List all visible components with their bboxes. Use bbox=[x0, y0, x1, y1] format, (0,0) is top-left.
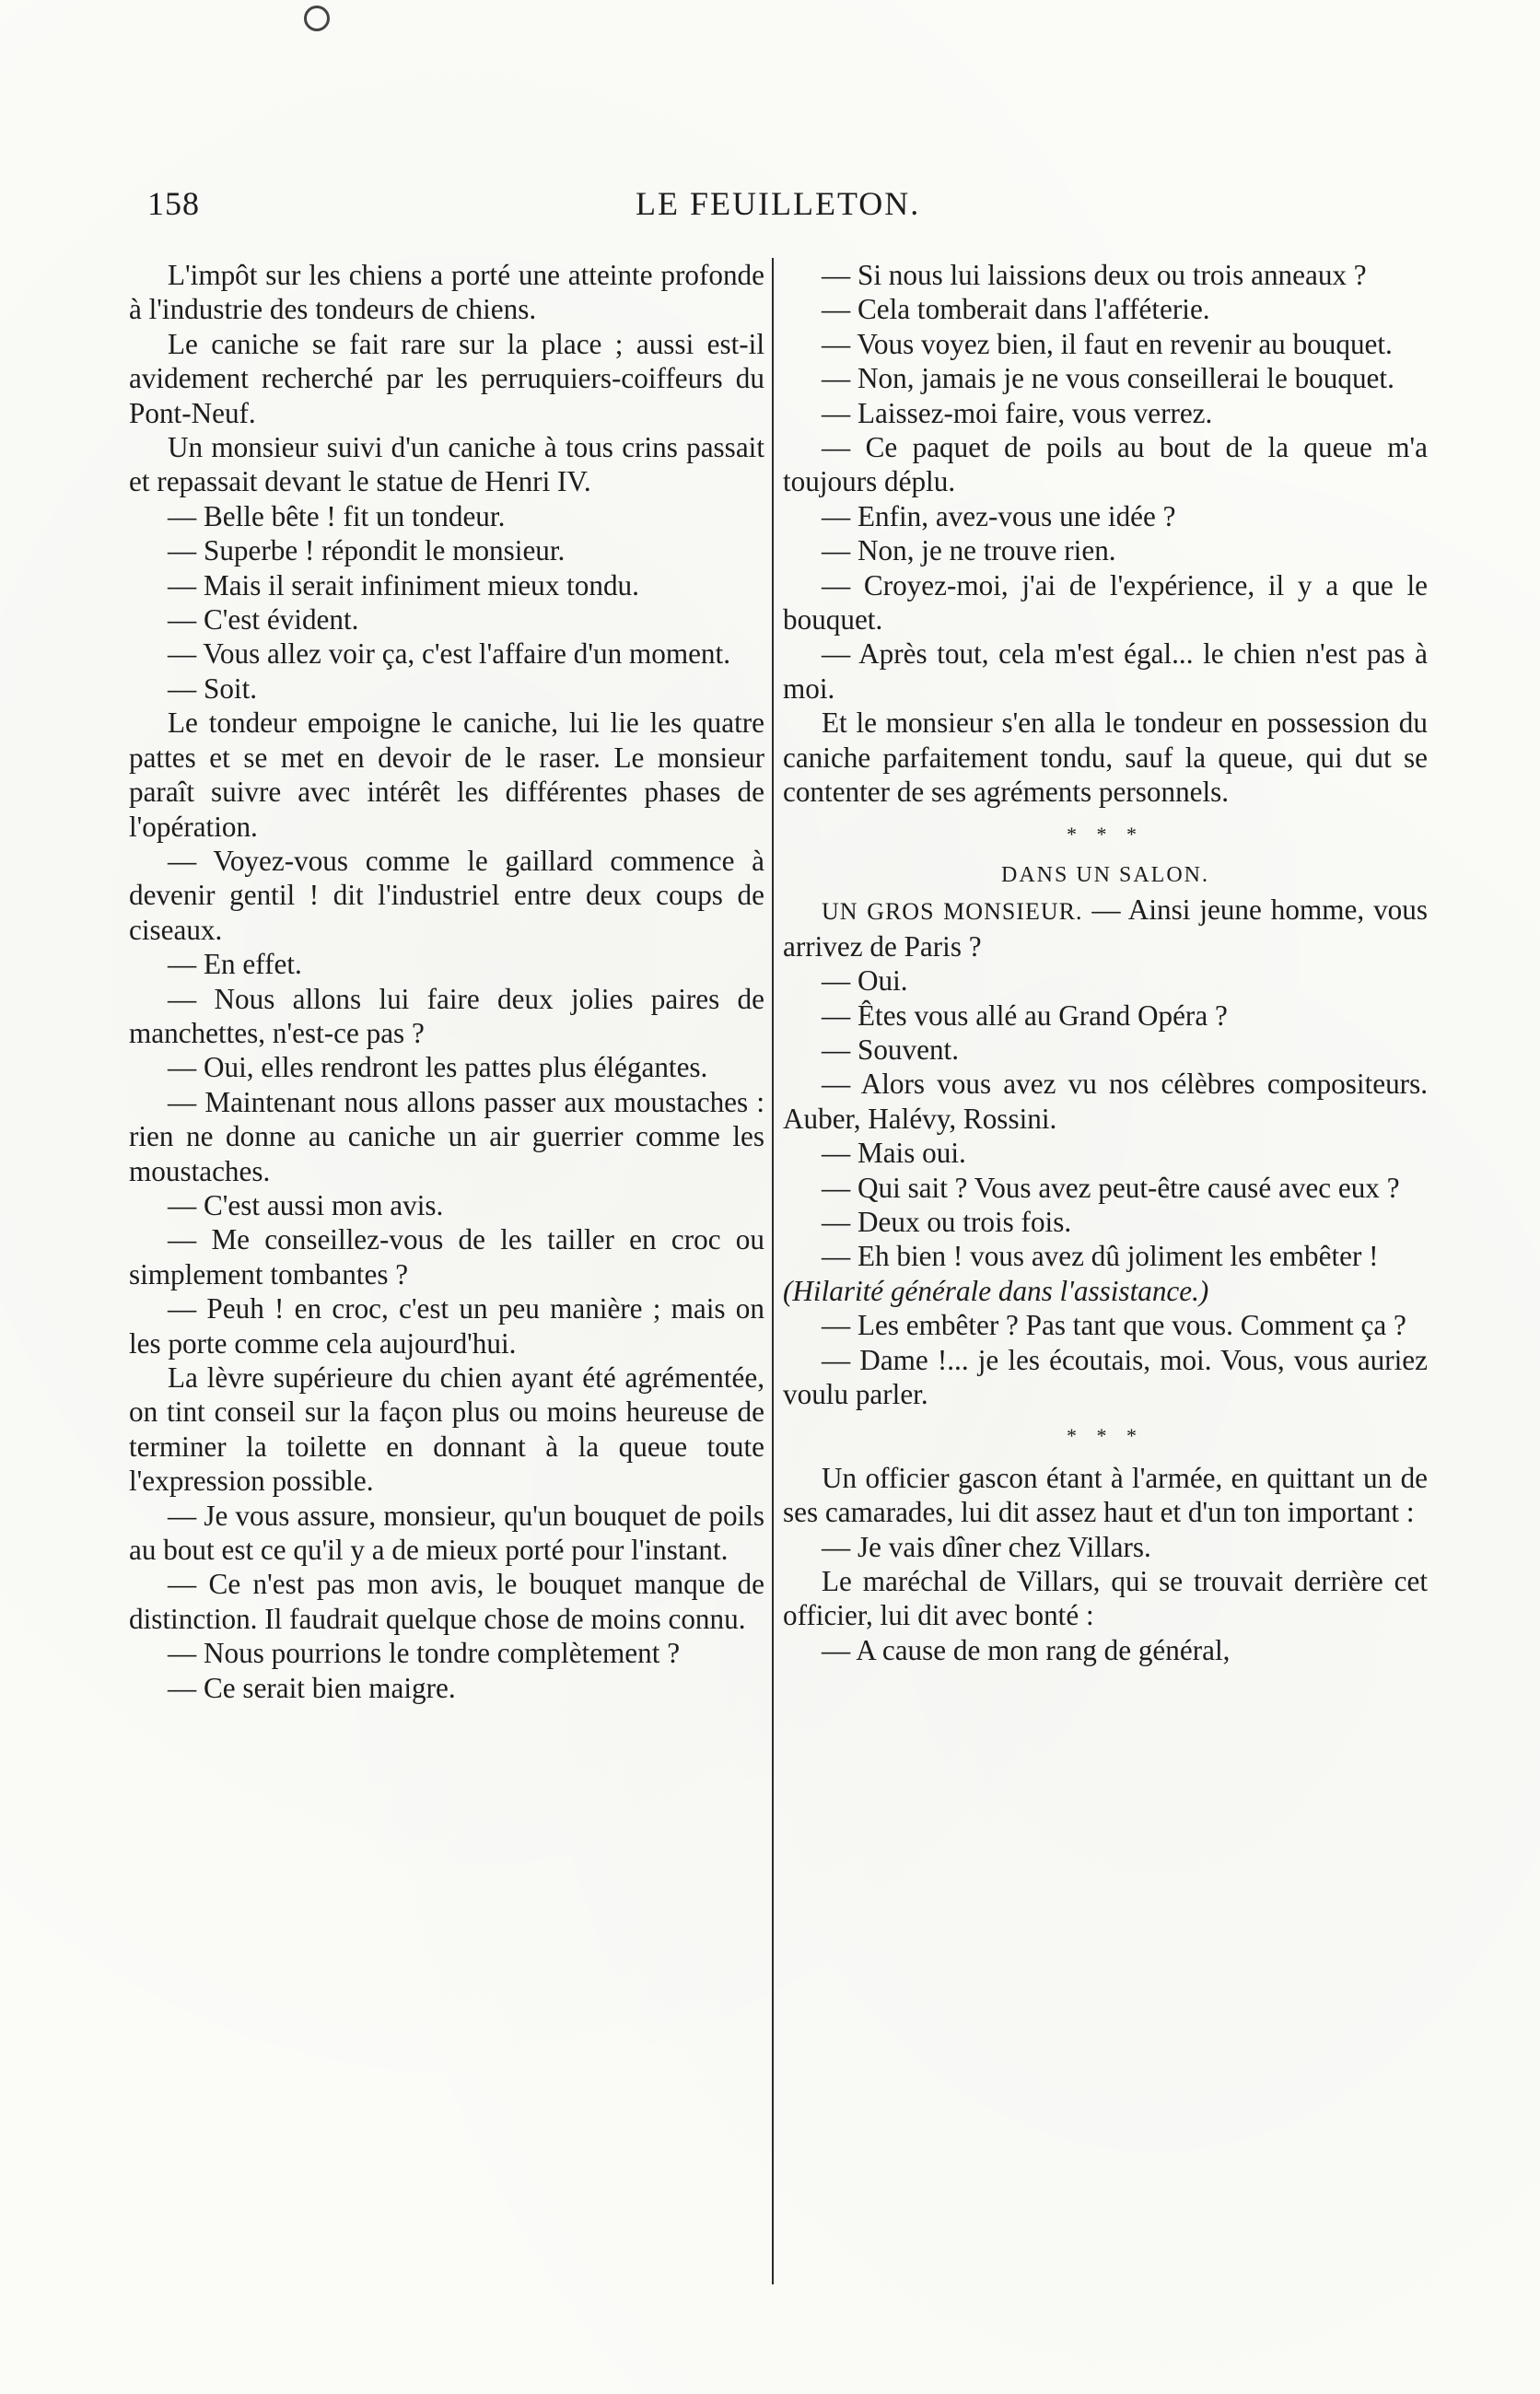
stage-direction: (Hilarité générale dans l'assistance.) bbox=[783, 1274, 1209, 1307]
dialogue-line: — Ce paquet de poils au bout de la queue m'a toujours déplu. bbox=[783, 431, 1428, 498]
dialogue-line: — Souvent. bbox=[822, 1033, 960, 1066]
dialogue-line: — C'est aussi mon avis. bbox=[168, 1188, 444, 1221]
dialogue-line: — Non, jamais je ne vous conseillerai le bouquet. bbox=[822, 362, 1394, 395]
paragraph: L'impôt sur les chiens a porté une atteinte profonde à l'industrie des tondeurs de chiens. bbox=[129, 259, 764, 326]
dialogue-line: — A cause de mon rang de général, bbox=[822, 1633, 1231, 1666]
dialogue-line: — Mais il serait infiniment mieux tondu. bbox=[168, 568, 639, 601]
dialogue-line: — Les embêter ? Pas tant que vous. Comment ça ? bbox=[822, 1309, 1406, 1342]
dialogue-line: — Eh bien ! vous avez dû joliment les embêter ! bbox=[822, 1240, 1379, 1273]
dialogue-line: — Qui sait ? Vous avez peut-être causé avec eux ? bbox=[822, 1171, 1400, 1204]
page-header bbox=[147, 184, 1437, 230]
right-column bbox=[783, 258, 1428, 1667]
dialogue-line: — Vous allez voir ça, c'est l'affaire d'un moment. bbox=[168, 637, 730, 671]
paragraph: Le tondeur empoigne le caniche, lui lie les quatre pattes et se met en devoir de le raser. Le monsieur paraît suivre avec intérêt les différentes phases de l'opération. bbox=[129, 707, 764, 843]
dialogue-line: — Si nous lui laissions deux ou trois anneaux ? bbox=[822, 259, 1367, 291]
page-number: 158 bbox=[147, 185, 200, 222]
paragraph: Le caniche se fait rare sur la place ; aussi est-il avidement recherché par les perruquiers-coiffeurs du Pont-Neuf. bbox=[129, 327, 764, 429]
dialogue-line: — Êtes vous allé au Grand Opéra ? bbox=[822, 998, 1228, 1032]
dialogue-line: — Enfin, avez-vous une idée ? bbox=[822, 499, 1176, 532]
speaker-name: UN GROS MONSIEUR. bbox=[822, 898, 1083, 926]
dialogue-line: — Mais oui. bbox=[822, 1137, 966, 1170]
dialogue-line: — Alors vous avez vu nos célèbres compositeurs. Auber, Halévy, Rossini. bbox=[783, 1068, 1428, 1135]
dialogue-line: — Non, je ne trouve rien. bbox=[822, 534, 1116, 567]
dialogue-line: — Croyez-moi, j'ai de l'expérience, il y a que le bouquet. bbox=[783, 568, 1428, 636]
dialogue-line: — Oui, elles rendront les pattes plus élégantes. bbox=[168, 1051, 708, 1084]
section-title: DANS UN SALON. bbox=[1000, 862, 1209, 887]
dialogue-line: — Nous allons lui faire deux jolies paires de manchettes, n'est-ce pas ? bbox=[129, 982, 764, 1049]
dialogue-line: — Voyez-vous comme le gaillard commence à devenir gentil ! dit l'industriel entre deux coups de ciseaux. bbox=[129, 844, 764, 946]
column-divider bbox=[772, 258, 774, 2284]
dialogue-line: — Je vais dîner chez Villars. bbox=[822, 1530, 1151, 1563]
dialogue-line: — Peuh ! en croc, c'est un peu manière ; mais on les porte comme cela aujourd'hui. bbox=[129, 1292, 764, 1360]
dialogue-line: — Je vous assure, monsieur, qu'un bouquet de poils au bout est ce qu'il y a de mieux porté pour l'instant. bbox=[129, 1499, 764, 1567]
dialogue-line: — Cela tomberait dans l'afféterie. bbox=[822, 293, 1210, 326]
binding-hole-icon bbox=[304, 6, 330, 31]
dialogue-line: — Belle bête ! fit un tondeur. bbox=[168, 499, 506, 532]
dialogue-line: — Laissez-moi faire, vous verrez. bbox=[822, 396, 1213, 429]
dialogue-line: — Oui. bbox=[822, 964, 908, 998]
dialogue-line bbox=[783, 893, 1428, 963]
dialogue-line: — Maintenant nous allons passer aux moustaches : rien ne donne au caniche un air guerrier comme les moustaches. bbox=[129, 1085, 764, 1187]
paragraph: Et le monsieur s'en alla le tondeur en possession du caniche parfaitement tondu, sauf la queue, qui dut se contenter de ses agréments personnels. bbox=[783, 707, 1428, 809]
dialogue-line: — Après tout, cela m'est égal... le chien n'est pas à moi. bbox=[783, 637, 1428, 705]
paragraph: Un monsieur suivi d'un caniche à tous crins passait et repassait devant le statue de Henri IV. bbox=[129, 431, 764, 498]
dialogue-line: — Ce serait bien maigre. bbox=[168, 1671, 456, 1704]
dialogue-line: — Deux ou trois fois. bbox=[822, 1205, 1072, 1238]
dialogue-line: — C'est évident. bbox=[168, 603, 359, 636]
speaker-line: — Ainsi jeune homme, vous arrivez de Paris ? bbox=[783, 893, 1428, 963]
dialogue-line: — Soit. bbox=[168, 671, 258, 705]
section-separator: * * * bbox=[1067, 822, 1144, 846]
dialogue-line: — Me conseillez-vous de les tailler en croc ou simplement tombantes ? bbox=[129, 1223, 764, 1290]
dialogue-line: — En effet. bbox=[168, 948, 302, 981]
paragraph: Un officier gascon étant à l'armée, en quittant un de ses camarades, lui dit assez haut et d'un ton important : bbox=[783, 1461, 1428, 1529]
left-column bbox=[129, 258, 764, 1705]
running-title: LE FEUILLETON. bbox=[636, 185, 921, 222]
dialogue-line: — Superbe ! répondit le monsieur. bbox=[168, 534, 566, 567]
dialogue-line: — Ce n'est pas mon avis, le bouquet manque de distinction. Il faudrait quelque chose de moins connu. bbox=[129, 1568, 764, 1635]
dialogue-line: — Vous voyez bien, il faut en revenir au bouquet. bbox=[822, 327, 1393, 360]
paragraph: Le maréchal de Villars, qui se trouvait derrière cet officier, lui dit avec bonté : bbox=[783, 1565, 1428, 1632]
dialogue-line: — Nous pourrions le tondre complètement ? bbox=[168, 1637, 681, 1670]
paragraph: La lèvre supérieure du chien ayant été agrémentée, on tint conseil sur la façon plus ou moins heureuse de terminer la toilette en donnant à la queue toute l'expression possible. bbox=[129, 1361, 764, 1498]
section-separator: * * * bbox=[1067, 1424, 1144, 1448]
dialogue-line: — Dame !... je les écoutais, moi. Vous, vous auriez voulu parler. bbox=[783, 1343, 1428, 1410]
